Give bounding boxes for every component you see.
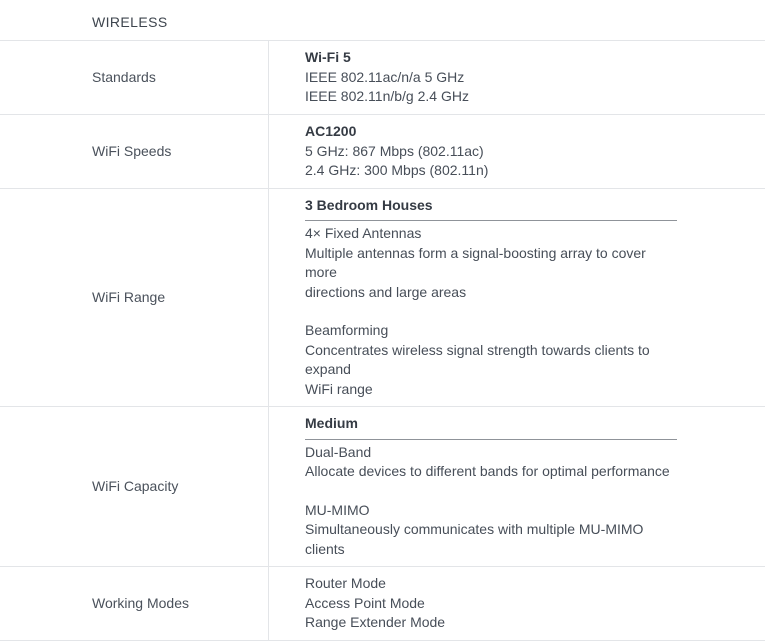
spec-value-line: Simultaneously communicates with multiple MU-MIMO clients: [305, 521, 644, 557]
spec-value-block: [305, 501, 677, 560]
spec-value-heading: 3 Bedroom Houses: [305, 196, 677, 222]
spec-value-block: [305, 196, 677, 303]
spec-row: [0, 115, 765, 189]
spec-value-line: Access Point Mode: [305, 594, 425, 611]
spec-value-line: 2.4 GHz: 300 Mbps (802.11n): [305, 162, 489, 178]
spec-row-label: WiFi Range: [92, 288, 166, 305]
spec-value-line: Concentrates wireless signal strength towards clients to expand: [305, 341, 650, 377]
spec-value-line: Allocate devices to different bands for optimal performance: [305, 463, 670, 479]
spec-value-heading: Medium: [305, 414, 677, 440]
section-title: WIRELESS: [92, 14, 168, 30]
spec-value-content: [305, 574, 677, 633]
spec-value-line: 4× Fixed Antennas: [305, 225, 422, 241]
spec-value-line: IEEE 802.11ac/n/a 5 GHz: [305, 68, 465, 85]
spec-value-content: [305, 122, 677, 181]
spec-row-value: [268, 41, 765, 114]
spec-row-value: [268, 189, 765, 407]
spec-value-line: Beamforming: [305, 322, 389, 338]
spec-value-block: [305, 321, 677, 399]
spec-value-content: [305, 414, 677, 559]
spec-value-block: [305, 574, 677, 633]
spec-value-line: Multiple antennas form a signal-boosting array to cover more: [305, 244, 646, 280]
spec-row-value: [268, 567, 765, 640]
spec-value-line: Router Mode: [305, 575, 386, 591]
spec-row-value: [268, 407, 765, 566]
spec-row-label: WiFi Capacity: [92, 478, 179, 494]
spec-value-line: Dual-Band: [305, 443, 372, 460]
spec-value-content: [305, 196, 677, 400]
spec-row: [0, 189, 765, 408]
spec-value-line: directions and large areas: [305, 283, 467, 300]
spec-value-block: [305, 414, 677, 482]
spec-value-line: IEEE 802.11n/b/g 2.4 GHz: [305, 88, 469, 105]
spec-row: [0, 567, 765, 641]
spec-row: [0, 407, 765, 567]
spec-value-block: [305, 48, 677, 107]
spec-value-line: WiFi range: [305, 380, 373, 397]
spec-row-label: Standards: [92, 69, 156, 85]
spec-row-value: [268, 115, 765, 188]
spec-value-line: 5 GHz: 867 Mbps (802.11ac): [305, 142, 484, 159]
spec-value-content: [305, 48, 677, 107]
spec-value-line: Range Extender Mode: [305, 614, 446, 630]
spec-row: [0, 41, 765, 115]
spec-value-heading: AC1200: [305, 123, 357, 139]
spec-value-line: MU-MIMO: [305, 501, 370, 518]
spec-value-heading: Wi-Fi 5: [305, 49, 351, 66]
spec-row-label: WiFi Speeds: [92, 142, 172, 159]
spec-value-block: [305, 122, 677, 181]
spec-table: [0, 40, 765, 641]
spec-row-label: Working Modes: [92, 594, 190, 611]
